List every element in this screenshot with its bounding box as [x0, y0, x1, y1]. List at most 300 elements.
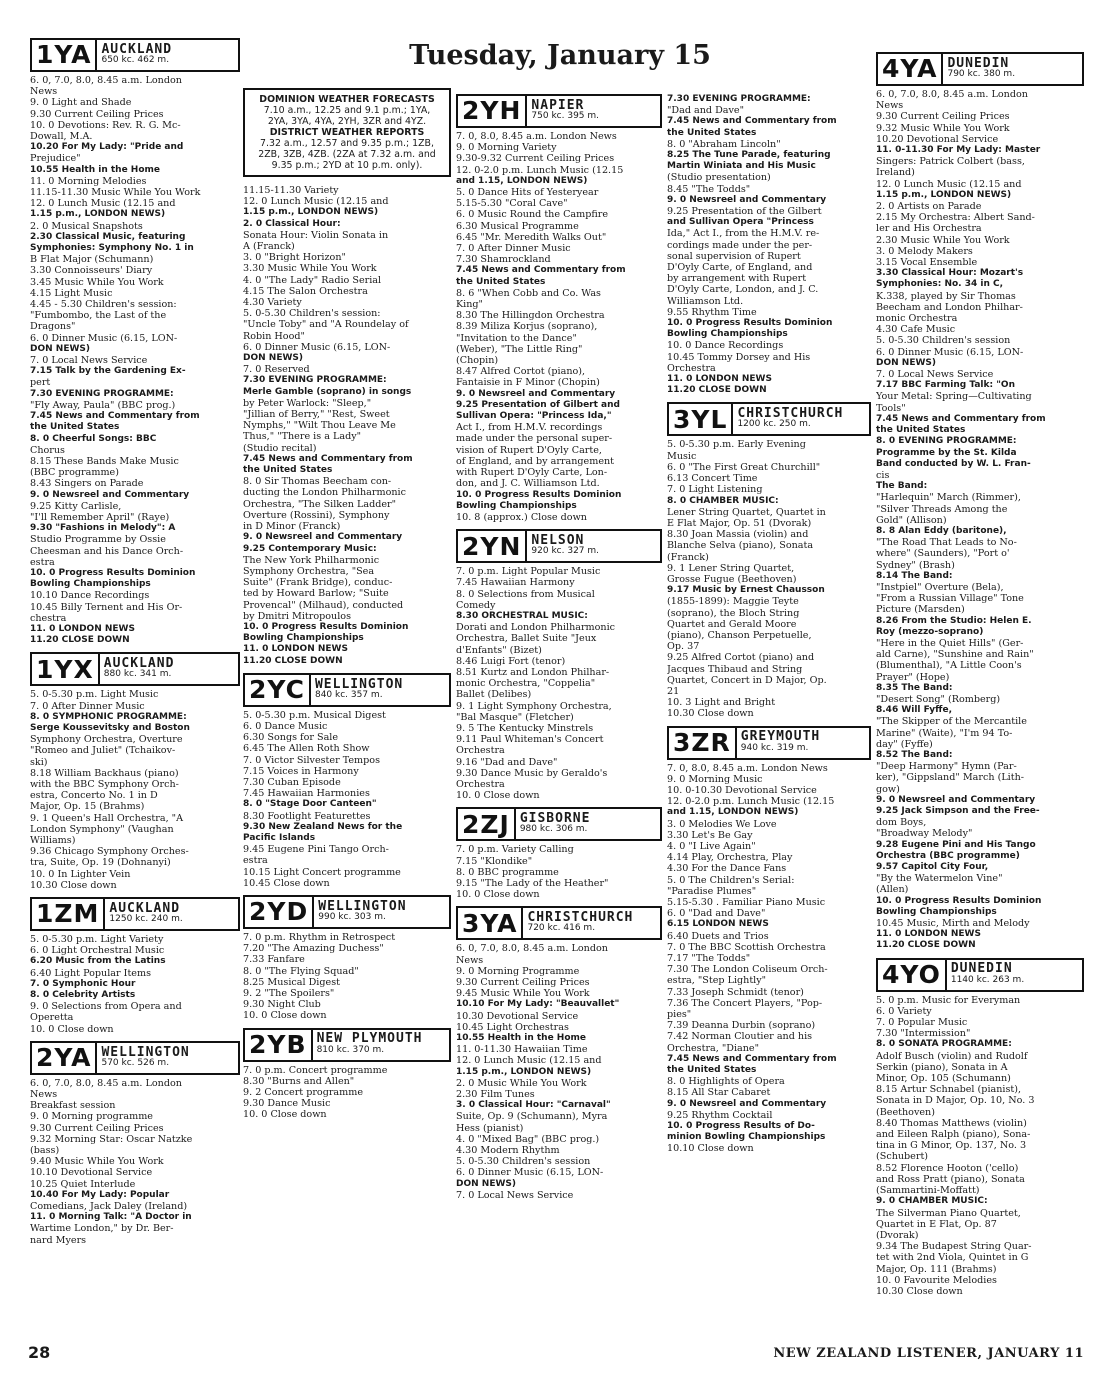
program-line: "Dad and Dave": [667, 105, 745, 117]
program-line: 10.40 For My Lady: Popular: [30, 1189, 170, 1200]
station-frequency: 940 kc. 319 m.: [740, 742, 809, 753]
program-line: Dorati and London Philharmonic: [456, 622, 616, 634]
program-line: 7. 0, 8.0, 8.45 a.m. London News: [667, 762, 828, 774]
schedule-2ya: [30, 1078, 240, 1246]
program-line: 7. 0 After Dinner Music: [30, 700, 145, 712]
program-line: 9.30 Current Ceiling Prices: [30, 108, 164, 120]
program-line: 9.25 Kitty Carlisle,: [30, 500, 122, 512]
program-line: Williamson Ltd.: [667, 295, 744, 307]
station-frequency: 880 kc. 341 m.: [103, 669, 172, 680]
program-line: 9. 2 Concert programme: [243, 1087, 364, 1099]
program-line: 9.25 Presentation of Gilbert and: [456, 399, 620, 410]
program-line: by arrangement with Rupert: [667, 273, 807, 285]
program-line: 3. 0 Classical Hour: "Carnaval": [456, 1100, 611, 1111]
program-line: 8. 0 Celebrity Artists: [30, 990, 136, 1001]
station-call-sign: 2YN: [458, 531, 527, 561]
program-line: the United States: [667, 127, 757, 138]
program-line: Quartet in E Flat, Op. 87: [876, 1218, 997, 1230]
program-line: 11. 0-11.30 Hawaiian Time: [456, 1044, 588, 1056]
program-line: 10. 0 Close down: [456, 790, 540, 802]
program-line: 6. 0 Variety: [876, 1005, 932, 1017]
program-line: 4.14 Play, Orchestra, Play: [667, 852, 793, 864]
program-line: 6.13 Concert Time: [667, 473, 758, 485]
program-line: 12. 0 Lunch Music (12.15 and: [30, 198, 176, 210]
program-line: 9.40 Music While You Work: [30, 1156, 164, 1168]
schedule-2yc: [243, 710, 451, 889]
program-line: estra, Concerto No. 1 in D: [30, 790, 158, 802]
program-line: 1.15 p.m., LONDON NEWS): [876, 189, 1012, 200]
program-line: Picture (Marsden): [876, 604, 965, 616]
program-line: Williams): [30, 835, 76, 846]
station-city: GISBORNE: [519, 811, 591, 827]
schedule-1ya: [30, 75, 240, 646]
program-line: nard Myers: [30, 1234, 87, 1246]
program-line: 10.15 Light Concert programme: [243, 866, 401, 878]
program-line: 9. 2 "The Spoilers": [243, 988, 335, 999]
program-line: 4.15 Light Music: [30, 287, 113, 299]
station-logo-3ya: [456, 906, 662, 940]
program-line: the United States: [30, 422, 120, 433]
station-city: AUCKLAND: [109, 900, 181, 916]
program-line: Singers: Patrick Colbert (bass,: [876, 156, 1025, 168]
program-line: sonal supervision of Rupert: [667, 250, 801, 262]
station-call-sign: 2YH: [458, 96, 527, 126]
program-line: made under the personal super-: [456, 433, 613, 445]
program-line: 9.30 New Zealand News for the: [243, 821, 403, 832]
program-line: 6.45 The Allen Roth Show: [243, 743, 370, 755]
program-line: Ida," Act I., from the H.M.V. re-: [667, 228, 820, 240]
program-line: Operetta: [30, 1012, 74, 1024]
program-line: (Studio recital): [243, 442, 317, 454]
program-line: Bowling Championships: [456, 500, 577, 511]
program-line: 8.39 Miliza Korjus (soprano),: [456, 321, 598, 333]
program-line: Programme by the St. Kilda: [876, 447, 1017, 458]
station-city: WELLINGTON: [101, 1044, 190, 1060]
station-city: WELLINGTON: [318, 898, 407, 914]
program-line: 12. 0 Lunch Music (12.15 and: [876, 178, 1022, 190]
program-line: 8. 6 "When Cobb and Co. Was: [456, 287, 601, 299]
program-line: 6.45 "Mr. Meredith Walks Out": [456, 231, 607, 243]
program-line: 8.14 The Band:: [876, 570, 953, 581]
program-line: 7.30 EVENING PROGRAMME:: [667, 94, 811, 104]
program-line: 6.30 Musical Programme: [456, 220, 579, 232]
program-line: 1.15 p.m., LONDON NEWS): [456, 1066, 592, 1077]
station-city: NAPIER: [531, 97, 585, 113]
program-line: 3.30 Let's Be Gay: [667, 829, 753, 841]
program-line: Major, Op. 111 (Brahms): [876, 1263, 997, 1275]
program-line: Band conducted by W. L. Fran-: [876, 458, 1031, 469]
program-line: 2. 0 Artists on Parade: [876, 201, 982, 213]
program-line: ker), "Gippsland" March (Lith-: [876, 772, 1025, 784]
program-line: 6. 0, 7.0, 8.0, 8.45 a.m. London: [30, 1077, 182, 1089]
program-line: 2.30 Classical Music, featuring: [30, 231, 186, 242]
program-line: 4.30 Modern Rhythm: [456, 1145, 560, 1157]
station-frequency: 1250 kc. 240 m.: [109, 914, 183, 925]
schedule-2ya-cont: [243, 185, 451, 667]
program-line: 9.25 Contemporary Music:: [243, 543, 377, 554]
station-frequency: 1200 kc. 250 m.: [737, 419, 811, 430]
program-line: 5. 0 p.m. Music for Everyman: [876, 994, 1021, 1006]
program-line: 7.45 News and Commentary from: [243, 453, 413, 464]
program-line: The Silverman Piano Quartet,: [876, 1207, 1021, 1219]
program-line: 8.15 All Star Cabaret: [667, 1087, 771, 1099]
program-line: 9.32 Morning Star: Oscar Natzke: [30, 1133, 193, 1145]
program-line: Bowling Championships: [667, 329, 788, 340]
station-logo-2yd: [243, 895, 451, 929]
program-line: 11. 0 LONDON NEWS: [243, 644, 348, 655]
program-line: 9.30 Dance Music by Geraldo's: [456, 767, 608, 779]
program-line: 8.18 William Backhaus (piano): [30, 767, 179, 779]
program-line: 8.45 "The Todds": [667, 183, 751, 195]
station-call-sign: 2YC: [245, 675, 311, 705]
program-line: 5. 0-5.30 p.m. Early Evening: [667, 439, 806, 451]
program-line: 5.15-5.30 "Coral Cave": [456, 198, 568, 210]
station-call-sign: 1YX: [32, 654, 100, 684]
program-line: 9. 0 Morning programme: [30, 1111, 153, 1123]
program-line: 10.45 Close down: [243, 877, 330, 889]
program-line: 11.20 CLOSE DOWN: [876, 940, 976, 951]
schedule-2yn: [456, 566, 662, 801]
program-line: Orchestra: [667, 362, 716, 374]
program-line: day" (Fyffe): [876, 738, 933, 750]
station-frequency: 840 kc. 357 m.: [314, 689, 383, 700]
program-line: "From a Russian Village" Tone: [876, 593, 1024, 605]
program-line: (bass): [30, 1145, 60, 1157]
program-line: 8.30 Footlight Featurettes: [243, 810, 371, 822]
program-line: 7.45 News and Commentary from: [30, 411, 200, 422]
program-line: 10. 0 Close down: [243, 1109, 327, 1121]
program-line: 7.30 "Intermission": [876, 1028, 971, 1040]
station-call-sign: 3YL: [669, 404, 733, 434]
program-line: 9. 0 Newsreel and Commentary: [667, 194, 827, 205]
program-line: 1.15 p.m., LONDON NEWS): [243, 207, 379, 218]
program-line: estra, "Step Lightly": [667, 975, 767, 987]
program-line: 9.30 Current Ceiling Prices: [876, 111, 1010, 123]
program-line: 9.36 Chicago Symphony Orches-: [30, 846, 189, 858]
program-line: with the BBC Symphony Orch-: [30, 778, 179, 790]
program-line: 8. 0 "Abraham Lincoln": [667, 138, 781, 150]
program-line: 10.20 Devotional Service: [876, 133, 999, 145]
schedule-2yd: [243, 932, 451, 1022]
program-line: 8.25 Musical Digest: [243, 976, 340, 988]
station-frequency: 920 kc. 327 m.: [531, 546, 600, 557]
program-line: cordings made under the per-: [667, 239, 813, 251]
program-line: Orchestra: [456, 778, 505, 790]
program-line: 11. 0 Morning Melodies: [30, 175, 147, 187]
program-line: 3.30 Music While You Work: [243, 263, 377, 275]
program-line: Sullivan Opera: "Princess Ida,": [456, 411, 612, 422]
program-line: Hess (pianist): [456, 1122, 524, 1134]
program-line: 9. 0 Morning Music: [667, 773, 763, 785]
program-line: Fantaisie in F Minor (Chopin): [456, 377, 600, 389]
program-line: 8.30 Joan Massia (violin) and: [667, 529, 809, 541]
program-line: monic Orchestra, "Coppelia": [456, 678, 596, 690]
program-line: 9. 0 Selections from Opera and: [30, 1001, 182, 1013]
station-call-sign: 3ZR: [669, 728, 737, 758]
program-line: Pacific Islands: [243, 832, 316, 843]
program-line: Bowling Championships: [30, 579, 151, 590]
program-line: Orchestra, "Diane": [667, 1042, 760, 1054]
schedule-2yb: [243, 1065, 451, 1121]
program-line: News: [876, 100, 904, 112]
program-line: 3. 0 Melody Makers: [876, 245, 973, 257]
program-line: 5. 0 The Children's Serial:: [667, 874, 795, 886]
program-line: d'Enfants" (Bizet): [456, 644, 542, 656]
program-line: Music: [667, 450, 697, 462]
program-line: 6. 0, 7.0, 8.0, 8.45 a.m. London: [876, 89, 1028, 100]
program-line: "Deep Harmony" Hymn (Par-: [876, 761, 1017, 773]
program-line: "I'll Remember April" (Raye): [30, 511, 170, 523]
program-line: 2.30 Film Tunes: [456, 1089, 535, 1101]
program-line: Merle Gamble (soprano) in songs: [243, 386, 412, 397]
program-line: 7. 0 p.m. Concert programme: [243, 1064, 388, 1076]
program-line: (soprano), the Bloch String: [667, 607, 800, 619]
program-line: 9.28 Eugene Pini and His Tango: [876, 839, 1036, 850]
weather-text: 7.10 a.m., 12.25 and 9.1 p.m.; 1YA, 2YA, 3YA, 4YA, 2YH, 3ZR and 4YZ.: [263, 105, 431, 127]
station-logo-4ya: [876, 52, 1084, 86]
program-line: Martin Winiata and His Music: [667, 161, 816, 172]
schedule-3zr: [667, 763, 871, 1155]
station-logo-2yh: [456, 94, 662, 128]
program-line: Serge Koussevitsky and Boston: [30, 722, 190, 733]
program-line: Ireland): [876, 167, 915, 179]
program-line: 5. 0-5.30 Children's session:: [243, 308, 381, 320]
station-city: NEW PLYMOUTH: [316, 1031, 423, 1047]
program-line: 10. 0 Close down: [456, 889, 540, 901]
program-line: "Here in the Quiet Hills" (Ger-: [876, 637, 1024, 649]
column-4: [667, 94, 871, 1155]
program-line: 10.55 Health in the Home: [456, 1033, 587, 1044]
program-line: 10.10 For My Lady: "Beauvallet": [456, 999, 620, 1010]
program-line: 9.45 Music While You Work: [456, 988, 590, 1000]
program-line: 6. 0 Dinner Music (6.15, LON-: [456, 1167, 604, 1179]
program-line: 8.52 Florence Hooton ('cello): [876, 1162, 1019, 1174]
program-line: 10. 0 Progress Results Dominion: [667, 318, 833, 329]
program-line: 6. 0 Music Round the Campfire: [456, 209, 609, 221]
program-line: Dragons": [30, 321, 76, 333]
program-line: Suite" (Frank Bridge), conduc-: [243, 577, 393, 589]
program-line: Marine" (Waite), "I'm 94 To-: [876, 727, 1013, 739]
program-line: (Chopin): [456, 355, 499, 367]
station-logo-3yl: [667, 402, 871, 436]
program-line: 7.33 Joseph Schmidt (tenor): [667, 986, 804, 998]
program-line: DON NEWS): [243, 353, 303, 364]
program-line: 9.25 Presentation of the Gilbert: [667, 206, 822, 218]
program-line: "Desert Song" (Romberg): [876, 693, 1001, 705]
program-line: Beecham and London Philhar-: [876, 301, 1023, 313]
program-line: 4.30 Variety: [243, 297, 302, 309]
program-line: 9. 0 Morning Variety: [456, 142, 557, 154]
program-line: 7. 0 The BBC Scottish Orchestra: [667, 941, 826, 953]
program-line: 9. 0 Newsreel and Commentary: [876, 794, 1036, 805]
program-line: Cheesman and his Dance Orch-: [30, 545, 184, 557]
program-line: by Dmitri Mitropoulos: [243, 610, 351, 622]
program-line: Sydney" (Brash): [876, 559, 955, 571]
station-frequency: 1140 kc. 263 m.: [950, 974, 1025, 985]
program-line: 7.15 Voices in Harmony: [243, 765, 359, 777]
program-line: Roy (mezzo-soprano): [876, 626, 984, 637]
program-line: 7. 0 After Dinner Music: [456, 243, 571, 255]
program-line: News: [30, 1089, 58, 1101]
program-line: 3.15 Vocal Ensemble: [876, 257, 978, 269]
station-call-sign: 2YA: [32, 1043, 97, 1073]
program-line: 10. 8 (approx.) Close down: [456, 511, 587, 523]
program-line: 8.30 "Burns and Allen": [243, 1075, 355, 1087]
program-line: vision of Rupert D'Oyly Carte,: [456, 444, 602, 456]
program-line: 4. 0 "I Live Again": [667, 840, 756, 852]
program-line: 9. 0 Morning Programme: [456, 965, 580, 977]
program-line: where" (Saunders), "Port o': [876, 548, 1010, 560]
station-frequency: 570 kc. 526 m.: [101, 1057, 170, 1068]
program-line: 21: [667, 685, 680, 697]
program-line: (Sammartini-Moffatt): [876, 1185, 980, 1197]
program-line: 10.10 Close down: [667, 1143, 754, 1155]
program-line: 11. 0 LONDON NEWS: [30, 623, 135, 634]
program-line: 2. 0 Classical Hour:: [243, 218, 341, 229]
program-line: 9. 0 Newsreel and Commentary: [667, 1098, 827, 1109]
program-line: 9.25 Rhythm Cocktail: [667, 1109, 773, 1121]
program-line: 8. 0 Sir Thomas Beecham con-: [243, 476, 392, 488]
program-line: 7.45 News and Commentary from: [667, 116, 837, 127]
program-line: 7.15 "Klondike": [456, 855, 533, 867]
program-line: Comedians, Jack Daley (Ireland): [30, 1201, 188, 1213]
station-frequency: 810 kc. 370 m.: [316, 1044, 385, 1055]
program-line: 5. 0-5.30 p.m. Light Variety: [30, 934, 164, 946]
program-line: "The Skipper of the Mercantile: [876, 716, 1027, 728]
program-line: pert: [30, 377, 51, 389]
program-line: 6. 0, 7.0, 8.0, 8.45 a.m. London: [456, 943, 608, 955]
program-line: Jacques Thibaud and String: [667, 663, 803, 675]
program-line: 4.45 - 5.30 Children's session:: [30, 299, 177, 311]
program-line: Grosse Fugue (Beethoven): [667, 573, 797, 585]
program-line: 10. 0 Dance Recordings: [667, 340, 784, 352]
program-line: 8.25 The Tune Parade, featuring: [667, 150, 831, 161]
program-line: 7.17 BBC Farming Talk: "On: [876, 380, 1015, 391]
program-line: 8.52 The Band:: [876, 749, 953, 760]
program-line: Serkin (piano), Sonata in A: [876, 1061, 1008, 1073]
program-line: 9.30 Dance Music: [243, 1098, 331, 1110]
program-line: (Blumenthal), "A Little Coon's: [876, 660, 1022, 672]
program-line: ski): [30, 756, 48, 768]
program-line: estra: [30, 556, 55, 568]
weather-text-2: 7.32 a.m., 12.57 and 9.35 p.m.; 1ZB, 2ZB, 3ZB, 4ZB. (2ZA at 7.32 a.m. and 9.35 p.m.; 2YD at 10 p.m. only).: [258, 138, 436, 171]
program-line: 7. 0 p.m. Variety Calling: [456, 844, 574, 856]
program-line: Bowling Championships: [876, 906, 997, 917]
program-line: Orchestra, Ballet Suite "Jeux: [456, 633, 597, 645]
program-line: (Franck): [667, 551, 709, 563]
program-line: News: [30, 86, 58, 98]
station-city: CHRISTCHURCH: [737, 406, 844, 422]
program-line: estra: [243, 855, 268, 867]
program-line: 11.20 CLOSE DOWN: [30, 635, 130, 646]
program-line: the United States: [456, 276, 546, 287]
program-line: 6. 0 "Dad and Dave": [667, 908, 766, 920]
program-line: Minor, Op. 105 (Schumann): [876, 1073, 1011, 1085]
program-line: 8.40 Thomas Matthews (violin): [876, 1117, 1027, 1129]
program-line: 5. 0 Dance Hits of Yesteryear: [456, 187, 599, 199]
program-line: DON NEWS): [30, 343, 90, 354]
program-line: 4. 0 "The Lady" Radio Serial: [243, 274, 382, 286]
program-line: 10. 0 Progress Results Dominion: [876, 895, 1042, 906]
program-line: 9.30-9.32 Current Ceiling Prices: [456, 153, 615, 165]
program-line: 7. 0 Reserved: [243, 364, 310, 376]
program-line: cis: [876, 469, 890, 481]
program-line: 4.30 For the Dance Fans: [667, 863, 787, 875]
station-frequency: 790 kc. 380 m.: [947, 69, 1016, 79]
program-line: and 1.15, LONDON NEWS): [667, 807, 799, 818]
program-line: 9. 0 Newsreel and Commentary: [456, 388, 616, 399]
station-logo-1ya: [30, 38, 240, 72]
page-number: 28: [28, 1343, 51, 1362]
program-line: Overture (Rossini), Symphony: [243, 509, 390, 521]
program-line: and Ross Pratt (piano), Sonata: [876, 1173, 1025, 1185]
program-line: Symphonies: Symphony No. 1 in: [30, 243, 194, 254]
program-line: 7. 0 Light Listening: [667, 484, 763, 496]
program-line: gow): [876, 783, 900, 795]
program-line: 8. 0 Selections from Musical: [456, 588, 595, 600]
program-line: 12. 0-2.0 p.m. Lunch Music (12.15: [456, 164, 624, 176]
program-line: "Harlequin" March (Rimmer),: [876, 492, 1021, 504]
program-line: 10.45 Music, Mirth and Melody: [876, 918, 1030, 930]
program-line: 7.30 Shamrockland: [456, 254, 551, 266]
program-line: the United States: [876, 425, 966, 436]
program-line: (piano), Chanson Perpetuelle,: [667, 629, 812, 641]
program-line: Sonata in D Major, Op. 10, No. 3: [876, 1095, 1035, 1107]
schedule-2yh-evening: [667, 94, 871, 396]
program-line: The New York Philharmonic: [243, 554, 380, 566]
program-line: dom Boys,: [876, 817, 927, 829]
program-line: Op. 37: [667, 641, 700, 653]
program-line: 2. 0 Musical Snapshots: [30, 220, 143, 232]
program-line: 6.20 Music from the Latins: [30, 956, 166, 967]
station-frequency: 980 kc. 306 m.: [519, 824, 588, 835]
program-line: 9.30 Night Club: [243, 999, 321, 1011]
program-line: 6. 0 "The First Great Churchill": [667, 461, 821, 473]
program-line: tra, Suite, Op. 19 (Dohnanyi): [30, 857, 171, 869]
schedule-2yh: [456, 131, 662, 523]
program-line: 7.17 "The Todds": [667, 953, 751, 965]
column-1: [30, 38, 240, 1246]
program-line: 8.51 Kurtz and London Philhar-: [456, 666, 610, 678]
station-city: NELSON: [531, 532, 585, 548]
program-line: 9.15 "The Lady of the Heather": [456, 877, 609, 889]
program-line: 9. 0 CHAMBER MUSIC:: [876, 1196, 988, 1207]
program-line: 7.45 News and Commentary from: [876, 413, 1046, 424]
program-line: 9.25 Alfred Cortot (piano) and: [667, 652, 815, 664]
program-line: 10.10 Devotional Service: [30, 1167, 153, 1179]
program-line: pies": [667, 1009, 692, 1021]
program-line: "The Road That Leads to No-: [876, 537, 1017, 549]
program-line: Breakfast session: [30, 1100, 116, 1112]
program-line: 10. 0-10.30 Devotional Service: [667, 784, 817, 796]
program-line: 7. 0 Symphonic Hour: [30, 978, 136, 989]
program-line: 3. 0 "Bright Horizon": [243, 252, 346, 264]
program-line: 6. 0 Light Orchestral Music: [30, 945, 165, 957]
program-line: 5. 0-5.30 p.m. Light Music: [30, 689, 159, 701]
program-line: A (Franck): [243, 241, 295, 253]
program-line: Quartet, Concert in D Major, Op.: [667, 674, 827, 686]
program-line: Wartime London," by Dr. Ber-: [30, 1223, 174, 1235]
program-line: 11. 0-11.30 For My Lady: Master: [876, 145, 1041, 156]
program-line: 10.30 Close down: [876, 1285, 963, 1297]
program-line: Major, Op. 15 (Brahms): [30, 801, 145, 813]
program-line: 8.35 The Band:: [876, 682, 953, 693]
program-line: 9.30 Current Ceiling Prices: [456, 977, 590, 988]
publication-footer: NEW ZEALAND LISTENER, JANUARY 11: [773, 1346, 1084, 1361]
program-line: Sonata Hour: Violin Sonata in: [243, 229, 389, 241]
weather-box: [243, 88, 451, 177]
program-line: 7. 0 Local News Service: [30, 355, 148, 367]
